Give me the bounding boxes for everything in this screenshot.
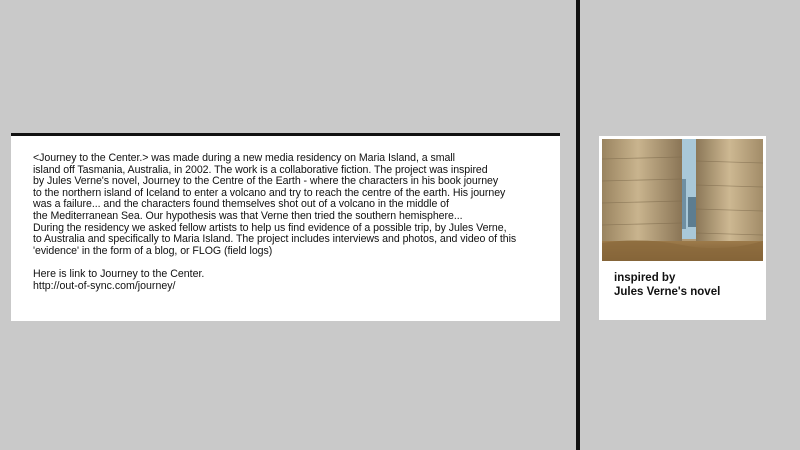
caption-line-2: Jules Verne's novel [614,286,721,298]
description-panel [11,133,560,321]
link-intro: Here is link to Journey to the Center. [33,267,205,280]
side-card [599,136,766,320]
project-description: <Journey to the Center.> was made during a new media residency on Maria Island, a small island off Tasmania, Australia, in 2002. The work is a collaborative fiction. The project was inspired by Jules Verne's novel, Journey to the Centre of the Earth - where the characters in his book journey to the northern island of Iceland to enter a volcano and try to reach the centre of the earth. His journey was a failure... and the characters found themselves shot out of a volcano in the middle of the Mediterranean Sea. Our hypothesis was that Verne then tried the southern hemisphere... During the residency we asked fellow artists to help us find evidence of a possible trip, by Jules Verne, to Australia and specifically to Maria Island. The project includes interviews and photos, and video of this 'evidence' in the form of a blog, or FLOG (field logs) [33,152,517,257]
photo-stone-pillars [602,139,763,261]
caption-line-1: inspired by [614,272,676,284]
photo-caption [614,271,763,299]
project-link[interactable]: http://out-of-sync.com/journey/ [33,279,176,292]
link-block [33,269,550,292]
vertical-divider [576,0,580,450]
